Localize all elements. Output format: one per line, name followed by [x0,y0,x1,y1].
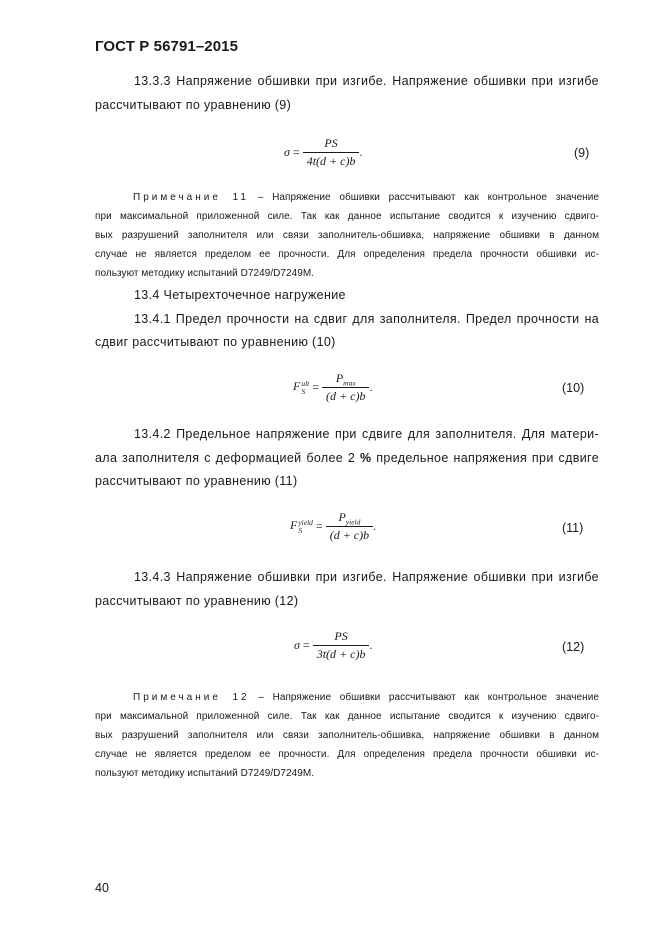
note-12 [95,688,599,783]
eq10-lhs-sub: S [301,386,306,396]
text: 13.4.3 Напряжение обшивки при изгибе. Напряжение обшивки при изгибе [134,570,599,584]
eq12-denominator: 3t(d + c)b [316,647,366,661]
equation-9: σ = $\frac{PS}{4t(d + c)b}$ . [284,136,363,168]
note-12-line5: пользуют методику испытаний D7249/D7249M. [95,768,315,779]
text: 13.4.1 Предел прочности на сдвиг для заполнителя. Предел прочности на [134,312,599,326]
equation-number-10: (10) [562,381,585,395]
note-11-line2: при максимальной приложенной силе. Так как данное испытание сводится к изучению сдвиго- [95,211,599,222]
paragraph-13-4-3-line1 [95,570,599,584]
eq9-numerator: PS [303,136,360,153]
equation-number-9: (9) [574,146,590,160]
eq10-lhs: F ult S [293,378,310,396]
note-12-line2: при максимальной приложенной силе. Так как данное испытание сводится к изучению сдвиго- [95,711,599,722]
text: 13.4 Четырехточечное нагружение [134,288,346,302]
note-12-line4: случае не является пределом ее прочности. Для определения предела прочности обшивки ис- [95,749,599,760]
equation-10: F ult S = $\frac{P_{max}}{(d + c)b}$ . [293,371,373,403]
paragraph-13-4-1-line2: сдвиг рассчитывают по уравнению (10) [95,335,336,349]
eq11-num-sub: yield [345,517,361,527]
eq10-num-sub: max [343,378,356,388]
note-12-line1 [95,688,599,707]
paragraph-13-4-2-line3: рассчитывают по уравнению (11) [95,474,298,488]
text-c: предельное напряжения при сдвиге [371,451,599,465]
note-11-label: Примечание 11 [133,192,249,203]
equation-number-12: (12) [562,640,585,654]
equation-number-11: (11) [562,521,584,535]
paragraph-13-4-2-line2 [95,451,599,465]
eq11-lhs: F yield S [290,517,313,535]
section-13-4-title [95,288,599,302]
note-12-text: – Напряжение обшивки рассчитывают как контрольное значение [249,692,599,703]
note-12-line3: вых разрушений заполнителя или связи заполнитель-обшивка, напряжение обшивки в данном [95,730,599,741]
eq12-lhs: σ [294,638,300,652]
note-11-line4: случае не является пределом ее прочности. Для определения предела прочности обшивки ис- [95,249,599,260]
eq10-lhs-sup: ult [301,378,310,388]
note-11-line1 [95,188,599,207]
note-11 [95,188,599,283]
eq11-lhs-sub: S [298,525,303,535]
text: 13.3.3 Напряжение обшивки при изгибе. Напряжение обшивки при изгибе [134,74,599,88]
paragraph-13-3-3-line2: рассчитывают по уравнению (9) [95,98,292,112]
note-12-label: Примечание 12 [133,692,250,703]
eq9-denominator: 4t(d + c)b [306,154,356,168]
paragraph-13-4-2-line1 [95,427,599,441]
equation-11: F yield S = $\frac{P_{yield}}{(d + c)b}$ . [290,510,377,542]
text-percent: % [360,451,372,465]
eq10-denominator: (d + c)b [326,389,366,403]
page-number: 40 [95,881,109,895]
note-11-text: – Напряжение обшивки рассчитывают как контрольное значение [248,192,599,203]
paragraph-13-4-1-line1 [95,312,599,326]
eq12-numerator: PS [313,629,370,646]
paragraph-13-3-3-line1 [95,74,599,88]
eq9-lhs: σ [284,145,290,159]
note-11-line5: пользуют методику испытаний D7249/D7249M. [95,268,315,279]
eq10-numerator: $P_{max}$ [322,371,369,388]
document-header: ГОСТ Р 56791–2015 [95,38,239,55]
eq11-lhs-sup: yield [298,517,313,527]
text-a: ала заполнителя с деформацией более 2 [95,451,361,465]
paragraph-13-4-3-line2: рассчитывают по уравнению (12) [95,594,299,608]
eq11-numerator: $P_{yield}$ [326,510,373,527]
text: 13.4.2 Предельное напряжение при сдвиге для заполнителя. Для матери- [134,427,599,441]
note-11-line3: вых разрушений заполнителя или связи заполнитель-обшивка, напряжение обшивки в данном [95,230,599,241]
equation-12: σ = $\frac{PS}{3t(d + c)b}$ . [294,629,373,661]
eq11-denominator: (d + c)b [329,528,370,542]
